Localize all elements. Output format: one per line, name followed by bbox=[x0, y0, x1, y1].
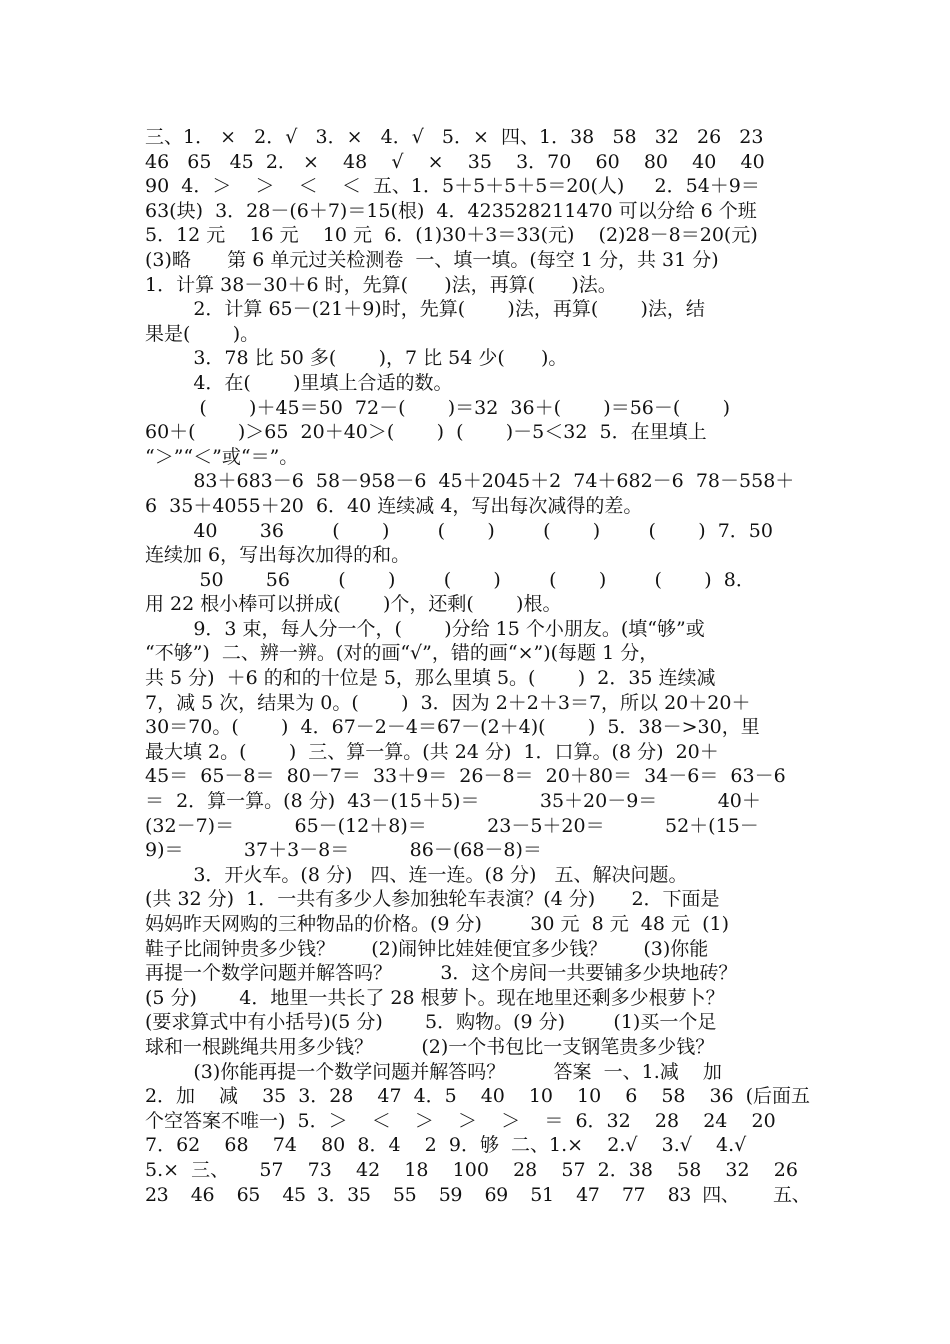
text-line: 45＝ 65－8＝ 80－7＝ 33＋9＝ 26－8＝ 20＋80＝ 34－6＝ 63－6 bbox=[145, 765, 786, 788]
text-line: 用 22 根小棒可以拼成( )个，还剩( )根。 bbox=[145, 593, 562, 616]
text-line: ＝ 2．算一算。(8 分) 43－(15＋5)＝ 35＋20－9＝ 40＋ bbox=[145, 790, 761, 813]
text-line: 果是( )。 bbox=[145, 322, 260, 345]
text-line: (3)你能再提一个数学问题并解答吗？ 答案 一、1.减 加 bbox=[145, 1060, 722, 1083]
text-line: 最大填 2。( ) 三、算一算。(共 24 分) 1．口算。(8 分) 20＋ bbox=[145, 740, 719, 763]
text-line: 50 56 ( ) ( ) ( ) ( ) 8． bbox=[145, 568, 755, 591]
text-line: 9．3 束，每人分一个，( )分给 15 个小朋友。(填“够”或 bbox=[145, 617, 705, 640]
text-line: 2．加 减 35 3．28 47 4．5 40 10 10 6 58 36 (后面五 bbox=[145, 1085, 810, 1108]
text-line: (共 32 分) 1．一共有多少人参加独轮车表演？(4 分) 2．下面是 bbox=[145, 888, 720, 911]
text-line: “＞”“＜”或“＝”。 bbox=[145, 445, 299, 468]
text-line: 2．计算 65－(21＋9)时，先算( )法，再算( )法，结 bbox=[145, 298, 705, 321]
text-line: 3．78 比 50 多( )，7 比 54 少( )。 bbox=[145, 347, 568, 370]
text-line: 共 5 分) ＋6 的和的十位是 5，那么里填 5。( ) 2．35 连续减 bbox=[145, 667, 716, 690]
text-line: 鞋子比闹钟贵多少钱？ (2)闹钟比娃娃便宜多少钱？ (3)你能 bbox=[145, 937, 709, 960]
text-line: ( )＋45＝50 72－( )＝32 36＋( )＝56－( ) bbox=[145, 396, 730, 419]
document-text bbox=[145, 125, 810, 1207]
text-line: 再提一个数学问题并解答吗？ 3．这个房间一共要铺多少块地砖？ bbox=[145, 962, 738, 985]
text-line: 4．在( )里填上合适的数。 bbox=[145, 371, 453, 394]
text-line: 46 65 45 2． × 48 √ × 35 3．70 60 80 40 40 bbox=[145, 150, 765, 173]
text-line: 40 36 ( ) ( ) ( ) ( ) 7．50 bbox=[145, 519, 773, 542]
text-line: 1．计算 38－30＋6 时，先算( )法，再算( )法。 bbox=[145, 273, 617, 296]
text-line: 23 46 65 45 3．35 55 59 69 51 47 77 83 四、 五、 bbox=[145, 1183, 811, 1206]
text-line: 5.× 三、 57 73 42 18 100 28 57 2．38 58 32 26 bbox=[145, 1158, 798, 1181]
text-line: 60＋( )＞65 20＋40＞( ) ( )－5＜32 5．在里填上 bbox=[145, 421, 707, 444]
text-line: 个空答案不唯一) 5．＞ ＜ ＞ ＞ ＞ ＝ 6．32 28 24 20 bbox=[145, 1109, 776, 1132]
text-line: 7．62 68 74 80 8．4 2 9．够 二、1.× 2.√ 3.√ 4.√ bbox=[145, 1134, 747, 1157]
text-line: (5 分) 4．地里一共长了 28 根萝卜。现在地里还剩多少根萝卜？ bbox=[145, 986, 725, 1009]
text-line: 9)＝ 37＋3－8＝ 86－(68－8)＝ bbox=[145, 839, 542, 862]
text-line: (32－7)＝ 65－(12＋8)＝ 23－5＋20＝ 52＋(15－ bbox=[145, 814, 759, 837]
text-line: 三、1． × 2．√ 3．× 4．√ 5．× 四、1．38 58 32 26 23 bbox=[145, 126, 764, 148]
text-line: (3)略 第 6 单元过关检测卷 一、填一填。(每空 1 分，共 31 分) bbox=[145, 248, 719, 271]
text-line: 63(块) 3．28－(6＋7)＝15(根) 4．423528211470 可以分给 6 个班 bbox=[145, 199, 757, 222]
text-line: 83＋683－6 58－958－6 45＋2045＋2 74＋682－6 78－558＋ bbox=[145, 470, 795, 493]
text-line: 连续加 6，写出每次加得的和。 bbox=[145, 544, 411, 567]
text-line: 3．开火车。(8 分) 四、连一连。(8 分) 五、解决问题。 bbox=[145, 863, 688, 886]
text-line: 7，减 5 次，结果为 0。( ) 3．因为 2＋2＋3＝7，所以 20＋20＋ bbox=[145, 691, 751, 714]
text-line: 90 4．＞ ＞ ＜ ＜ 五、1．5＋5＋5＋5＝20(人) 2．54＋9＝ bbox=[145, 175, 760, 198]
text-line: (要求算式中有小括号)(5 分) 5．购物。(9 分) (1)买一个足 bbox=[145, 1011, 717, 1034]
text-line: 6 35＋4055＋20 6．40 连续减 4，写出每次减得的差。 bbox=[145, 494, 643, 517]
text-line: 30＝70。( ) 4．67－2－4＝67－(2＋4)( ) 5．38－>30，里 bbox=[145, 716, 760, 739]
text-line: 球和一根跳绳共用多少钱？ (2)一个书包比一支钢笔贵多少钱？ bbox=[145, 1035, 715, 1058]
text-line: 5．12 元 16 元 10 元 6．(1)30＋3＝33(元) (2)28－8＝20(元) bbox=[145, 224, 758, 247]
text-line: 妈妈昨天网购的三种物品的价格。(9 分) 30 元 8 元 48 元 (1) bbox=[145, 913, 729, 935]
text-line: “不够”) 二、辨一辨。(对的画“√”，错的画“×”)(每题 1 分， bbox=[145, 642, 659, 665]
